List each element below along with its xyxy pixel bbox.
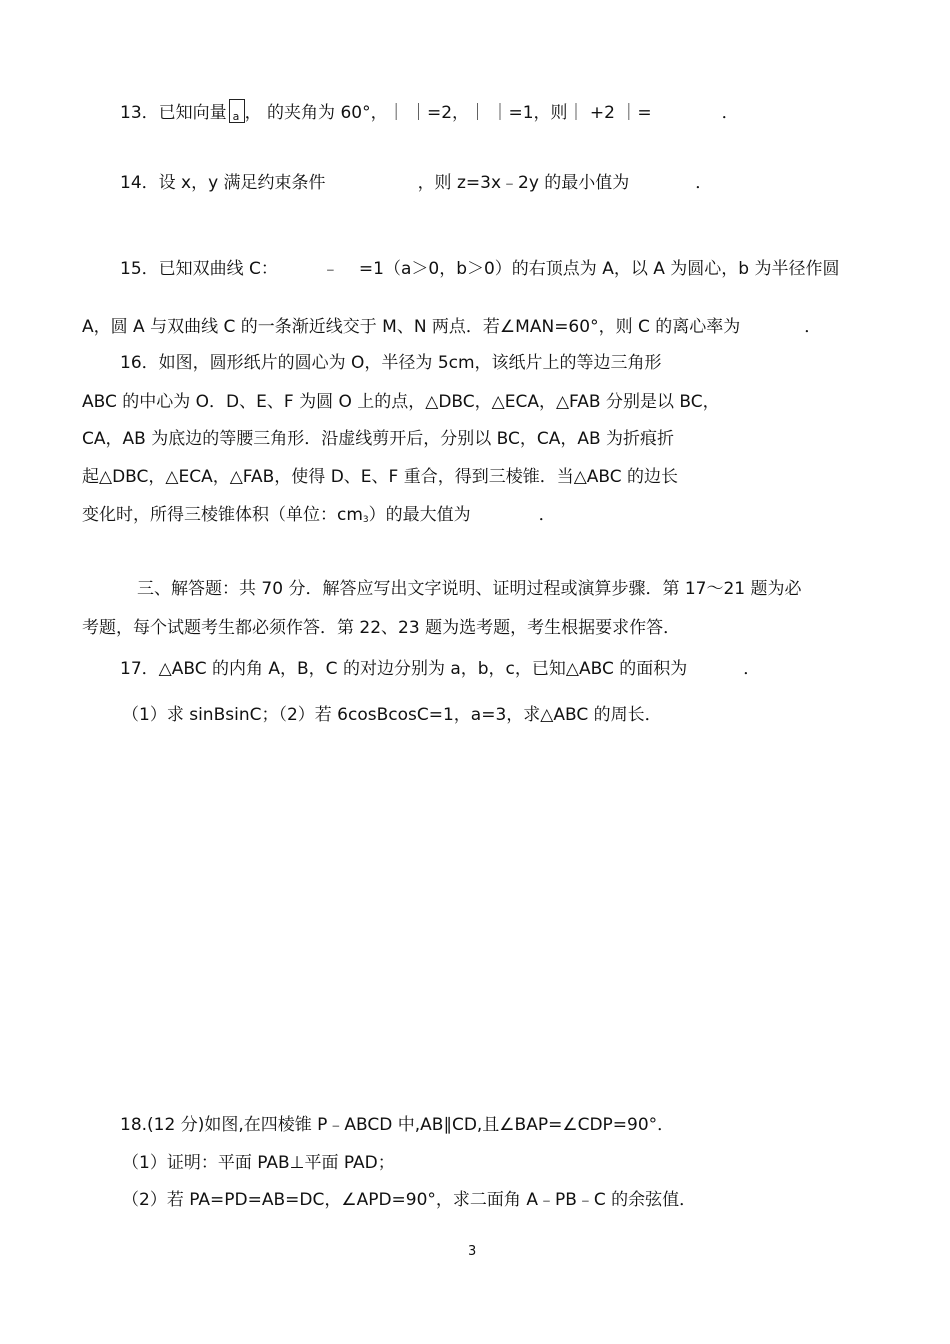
q15-text-rest: =1（a＞0，b＞0）的右顶点为 A，以 A 为圆心，b 为半径作圆 [358, 259, 840, 279]
q16-end: ． [538, 505, 556, 525]
q16-text-line5: 变化时，所得三棱锥体积（单位：cm [82, 505, 363, 525]
q13-text-start: 13．已知向量 [120, 103, 227, 123]
q14-text-start: 14．设 x，y 满足约束条件 [120, 173, 326, 193]
question-17-line-1 [120, 658, 760, 680]
q16-text-line5-rest: ）的最大值为 [368, 505, 471, 525]
q13-text-middle: ， 的夹角为 60°，｜ ｜=2，｜ ｜=1，则｜ +2 ｜= [244, 103, 652, 123]
question-16-line-4: 起△DBC，△ECA，△FAB，使得 D、E、F 重合，得到三棱锥．当△ABC 的边长 [82, 467, 679, 487]
section-3-heading: 三、解答题：共 70 分．解答应写出文字说明、证明过程或演算步骤．第 17～21 题为必 [137, 579, 802, 599]
q13-end: ． [721, 103, 739, 123]
q17-text-line1: 17．△ABC 的内角 A，B，C 的对边分别为 a，b，c，已知△ABC 的面积为 [120, 659, 688, 679]
question-15-line-2 [82, 316, 821, 338]
q14-end: ． [695, 173, 713, 193]
question-18-line-3: （2）若 PA=PD=AB=DC，∠APD=90°，求二面角 A﹣PB﹣C 的余弦值． [122, 1190, 697, 1210]
question-17-line-2: （1）求 sinBsinC；（2）若 6cosBcosC=1，a=3，求△ABC 的周长． [122, 705, 662, 725]
question-18-line-2: （1）证明：平面 PAB⊥平面 PAD； [122, 1153, 395, 1173]
question-15-line-1 [120, 258, 839, 280]
q15-text-line2: A，圆 A 与双曲线 C 的一条渐近线交于 M、N 两点．若∠MAN=60°，则 C 的离心率为 [82, 317, 741, 337]
question-14 [120, 172, 712, 194]
page-number: 3 [468, 1244, 477, 1259]
q15-minus: ﹣ [321, 259, 339, 279]
q15-end: ． [804, 317, 822, 337]
question-13 [120, 99, 739, 124]
vector-a-image [229, 99, 245, 123]
q15-text-start: 15．已知双曲线 C： [120, 259, 278, 279]
q16-superscript: 3 [362, 515, 369, 525]
question-16-line-5 [82, 504, 556, 531]
question-16-line-1: 16．如图，圆形纸片的圆心为 O，半径为 5cm，该纸片上的等边三角形 [120, 353, 662, 373]
vector-a-symbol: a [232, 110, 240, 123]
question-18-line-1: 18.(12 分)如图,在四棱锥 P﹣ABCD 中,AB∥CD,且∠BAP=∠CDP=90°． [120, 1115, 675, 1135]
q14-text-middle: ，则 z=3x﹣2y 的最小值为 [417, 173, 630, 193]
q17-end: ． [743, 659, 761, 679]
question-16-line-3: CA，AB 为底边的等腰三角形．沿虚线剪开后，分别以 BC，CA，AB 为折痕折 [82, 429, 675, 449]
section-3-heading-line-2: 考题，每个试题考生都必须作答．第 22、23 题为选考题，考生根据要求作答． [82, 618, 681, 638]
question-16-line-2: ABC 的中心为 O．D、E、F 为圆 O 上的点，△DBC，△ECA，△FAB 分别是以 BC， [82, 392, 720, 412]
